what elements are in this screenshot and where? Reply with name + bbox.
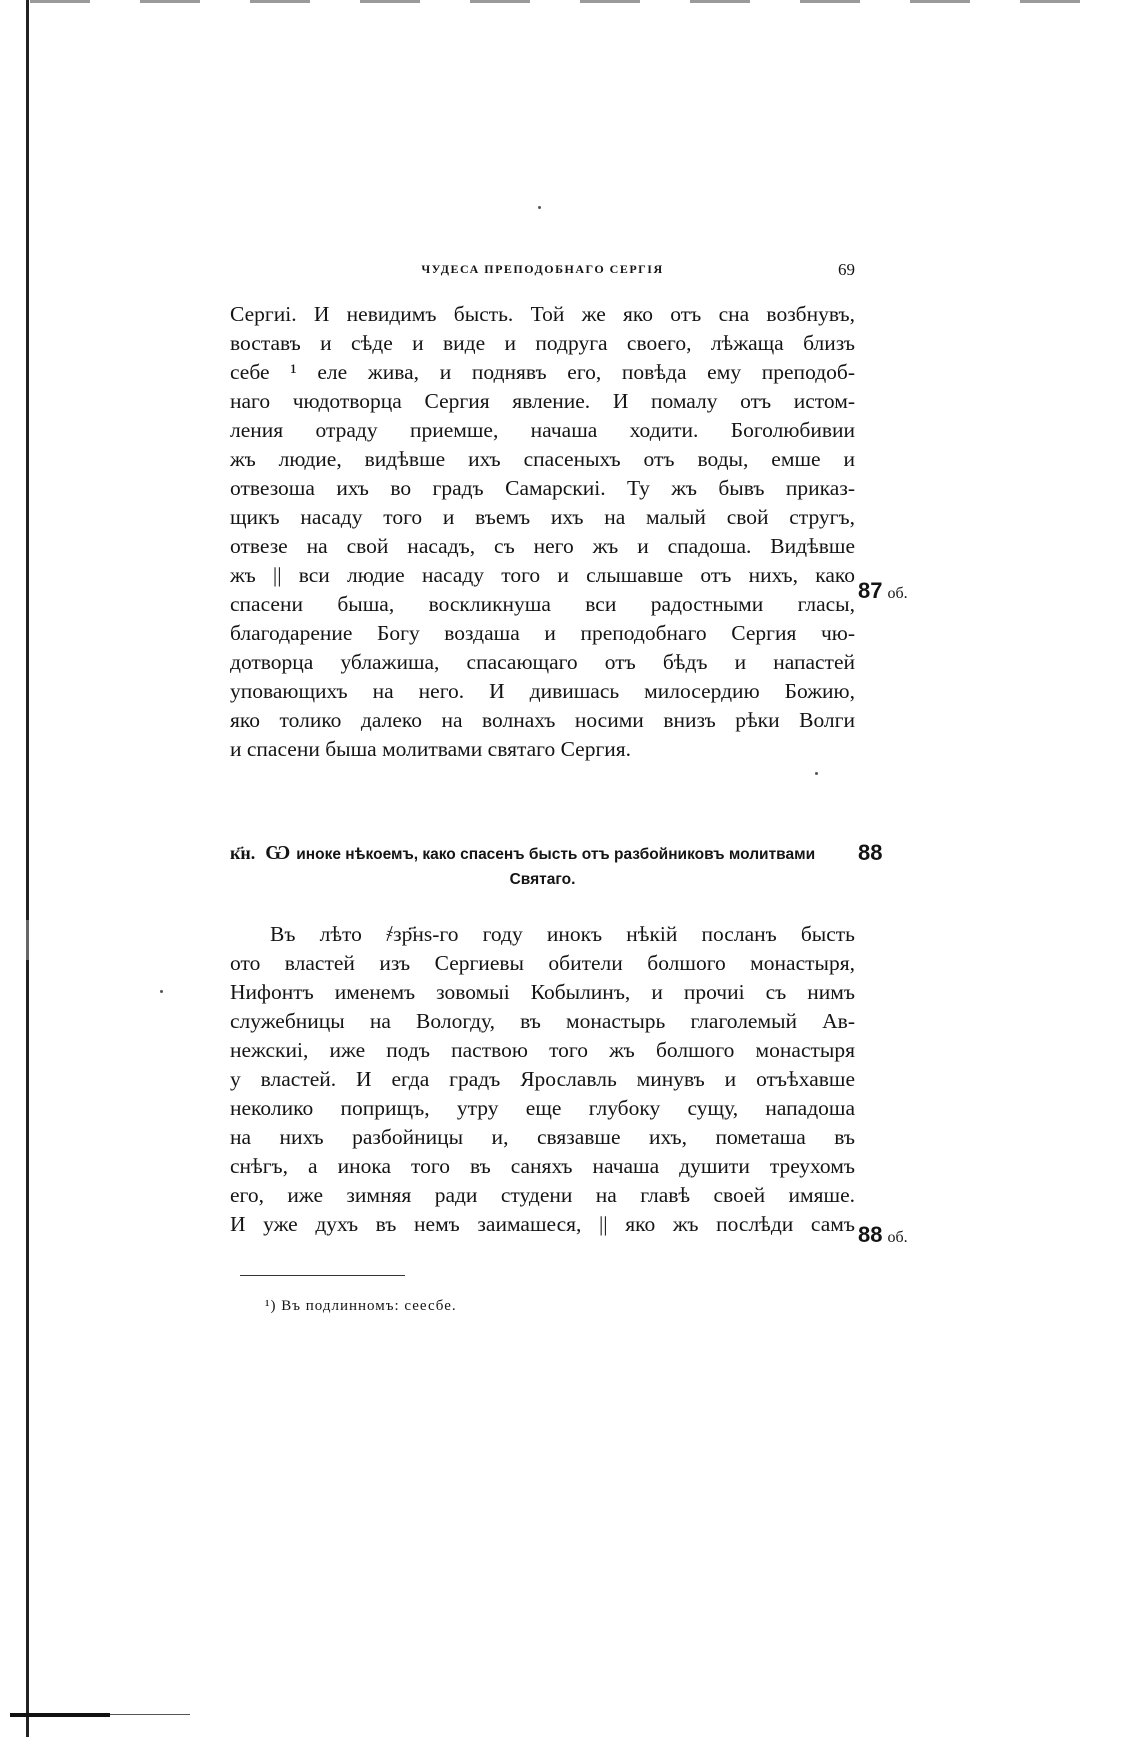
text-line: ото властей изъ Сергиевы обители болшого монастыря, [230, 951, 855, 975]
chapter-initial: Ѡ [265, 842, 291, 864]
scan-top-edge [30, 0, 1110, 3]
text-line: его, иже зимняя ради студени на главѣ своей имяше. [230, 1183, 855, 1207]
text-line: спасени быша, воскликнуша вси радостными гласы, [230, 592, 855, 616]
chapter-title: иноке нѣкоемъ, како спасенъ бысть отъ разбойниковъ молитвами [296, 846, 816, 863]
footnote: ¹) Въ подлинномъ: сеесбе. [265, 1298, 457, 1314]
text-line: благодарение Богу воздаша и преподобнаго Сергия чю- [230, 621, 855, 645]
text-line: наго чюдотворца Сергия явление. И помалу отъ истом- [230, 389, 855, 413]
scan-speck [815, 772, 818, 775]
chapter-heading [230, 842, 855, 889]
text-line: отвезе на свой насадъ, съ него жъ и спадоша. Видѣвше [230, 534, 855, 558]
folio-number: 87 [858, 578, 883, 603]
chapter-number: к҃н. [230, 843, 256, 863]
text-line: и спасени быша молитвами святаго Сергия. [230, 737, 632, 761]
folio-number: 88 [858, 1222, 883, 1247]
text-line: Въ лѣто ҂зр҃нѕ-го году инокъ нѣкій посланъ бысть [270, 922, 855, 946]
text-line: уповающихъ на него. И дивишась милосердию Божию, [230, 679, 855, 703]
text-line: у властей. И егда градъ Ярославль минувъ и отъѣхавше [230, 1067, 855, 1091]
text-line: неколико поприщъ, утру еще глубоку сущу, нападоша [230, 1096, 855, 1120]
running-title: ЧУДЕСА ПРЕПОДОБНАГО СЕРГІЯ [421, 262, 664, 276]
margin-folio-marker [858, 578, 908, 604]
footnote-rule [240, 1275, 405, 1276]
chapter-title-continuation: Святаго. [509, 871, 576, 888]
text-line: щикъ насаду того и въемъ ихъ на малый свой стругъ, [230, 505, 855, 529]
scan-left-edge-mark [26, 920, 29, 960]
text-line: И уже духъ въ немъ заимашеся, || яко жъ послѣди самъ [230, 1212, 855, 1236]
folio-suffix: об. [887, 1229, 908, 1246]
paragraph-2 [230, 920, 855, 1239]
text-line: служебницы на Вологду, въ монастырь глаголемый Ав- [230, 1009, 855, 1033]
page-number: 69 [838, 260, 855, 279]
text-line: отвезоша ихъ во градъ Самарскиі. Ту жъ бывъ приказ- [230, 476, 855, 500]
text-line: яко толико далеко на волнахъ носими внизъ рѣки Волги [230, 708, 855, 732]
text-line: ления отраду приемше, начаша ходити. Боголюбивии [230, 418, 855, 442]
scan-speck [160, 990, 163, 993]
running-head [230, 262, 855, 282]
scan-bottom-mark [10, 1713, 110, 1717]
scan-bottom-mark-thin [110, 1714, 190, 1715]
text-line: Сергиі. И невидимъ бысть. Той же яко отъ сна возбнувъ, [230, 302, 855, 326]
text-line: воставъ и сѣде и виде и подруга своего, лѣжаща близъ [230, 331, 855, 355]
text-line: дотворца ублажиша, спасающаго отъ бѣдъ и напастей [230, 650, 855, 674]
chapter-folio-marker [858, 840, 882, 866]
margin-folio-marker [858, 1222, 908, 1248]
scan-left-edge [26, 0, 29, 1737]
text-line: на нихъ разбойницы и, связавше ихъ, пометаша въ [230, 1125, 855, 1149]
text-line: жъ людие, видѣвше ихъ спасеныхъ отъ воды, емше и [230, 447, 855, 471]
text-line: Нифонтъ именемъ зовомыі Кобылинъ, и прочиі съ нимъ [230, 980, 855, 1004]
text-line: себе ¹ еле жива, и поднявъ его, повѣда ему преподоб- [230, 360, 855, 384]
text-line: снѣгъ, а инока того въ саняхъ начаша душити треухомъ [230, 1154, 855, 1178]
text-line: жъ || вси людие насаду того и слышавше отъ нихъ, како [230, 563, 855, 587]
paragraph-1 [230, 300, 855, 764]
folio-number: 88 [858, 840, 883, 865]
text-line: нежскиі, иже подъ паствою того жъ болшого монастыря [230, 1038, 855, 1062]
folio-suffix: об. [887, 585, 908, 602]
scan-speck [538, 206, 541, 209]
